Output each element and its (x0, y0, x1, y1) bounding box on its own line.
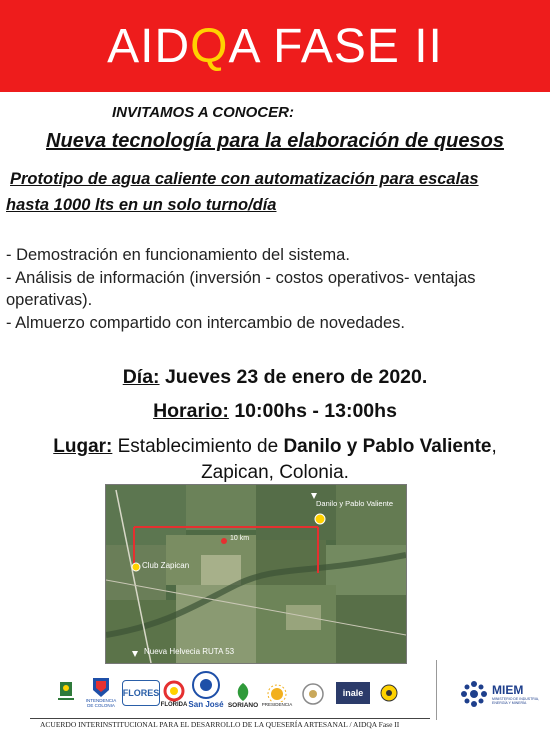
day-value: Jueves 23 de enero de 2020. (159, 366, 428, 388)
soriano-text: SORIANO (227, 701, 259, 709)
header-banner (0, 0, 550, 92)
headline: Nueva tecnología para la elaboración de quesos (46, 130, 504, 152)
event-time (0, 400, 550, 423)
colonia-shield-icon (91, 676, 111, 698)
event-day (0, 366, 550, 389)
sanjose-sun-icon (191, 670, 221, 700)
bullet-list (6, 244, 546, 334)
bullet-item: - Demostración en funcionamiento del sistema. (6, 246, 350, 264)
place-pre: Establecimiento de (112, 436, 284, 457)
map-label-club: Club Zapican (142, 561, 190, 570)
presidencia-sun-icon (267, 684, 287, 702)
title-q: Q (190, 19, 229, 73)
event-place (0, 436, 550, 458)
sanjose-text: San José (188, 699, 224, 709)
logo-sanjose (188, 664, 224, 714)
logo-gobierno (56, 680, 76, 704)
miem-subtext: MINISTERIO DE INDUSTRIA, ENERGÍA Y MINERÍA (492, 697, 540, 705)
title-aid: AID (107, 19, 191, 73)
logo-inale (336, 682, 370, 704)
logo-florida (160, 674, 188, 714)
map-label-route: Nueva Helvecia RUTA 53 (144, 647, 235, 656)
florida-text: FLORIDA (160, 702, 188, 708)
logo-presidencia (260, 676, 294, 714)
logo-strip (0, 662, 550, 717)
soriano-leaf-icon (234, 682, 252, 702)
gobierno-logo-icon (56, 680, 76, 704)
day-label: Día: (122, 366, 160, 388)
place-post: , (491, 436, 497, 457)
place-label: Lugar: (53, 436, 113, 457)
small-emblem-icon (379, 683, 399, 703)
logo-cooperativa (298, 680, 328, 708)
event-place-line2: Zapican, Colonia. (201, 462, 349, 483)
header-title (107, 19, 443, 74)
time-label: Horario: (153, 400, 229, 422)
prototype-line-1: Prototipo de agua caliente con automatización para escalas (10, 170, 479, 188)
colonia-text: INTENDENCIA DE COLONIA (85, 698, 117, 708)
miem-text-block (492, 683, 544, 705)
miem-star-icon (460, 680, 488, 708)
bullet-item: - Almuerzo compartido con intercambio de novedades. (6, 313, 405, 332)
map-label-km: 10 km (230, 535, 250, 542)
place-bold: Danilo y Pablo Valiente (283, 436, 492, 457)
florida-flower-icon (163, 680, 185, 702)
bullet-item: - Análisis de información (inversión - costos operativos- ventajas operativas). (6, 268, 476, 309)
logo-miem (458, 676, 546, 712)
time-value: 10:00hs - 13:00hs (228, 400, 397, 422)
miem-text: MIEM (492, 683, 524, 697)
map-graphic (106, 485, 406, 663)
prototype-line-2: hasta 1000 lts en un solo turno/día (6, 196, 277, 214)
inale-text: inale (342, 688, 364, 698)
presidencia-text: PRESIDENCIA (261, 701, 293, 707)
logo-colonia (84, 674, 118, 710)
invite-text: INVITAMOS A CONOCER: (112, 104, 294, 121)
footer-rule (30, 718, 430, 719)
logo-small (378, 682, 400, 704)
flores-text: FLORES (122, 688, 160, 698)
logo-soriano (226, 676, 260, 714)
cooperativa-emblem-icon (300, 682, 326, 706)
satellite-map (105, 484, 407, 664)
logo-flores (122, 680, 160, 706)
title-rest: A FASE II (228, 19, 443, 73)
footer-text: ACUERDO INTERINSTITUCIONAL PARA EL DESARROLLO DE LA QUESERÍA ARTESANAL / AIDQA Fase II (40, 720, 400, 729)
map-label-farm: Danilo y Pablo Valiente (316, 499, 393, 508)
